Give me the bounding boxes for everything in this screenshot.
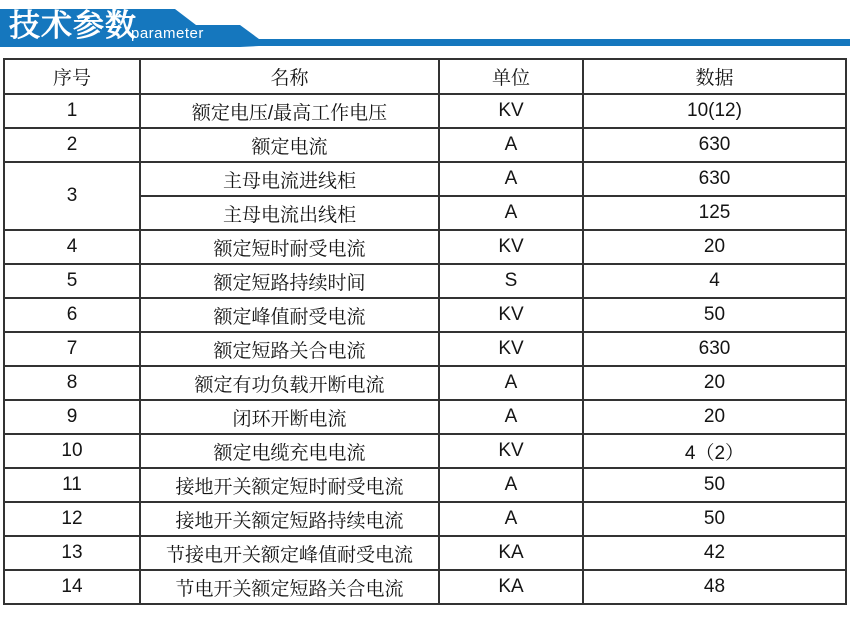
- unit-cell: A: [439, 468, 583, 502]
- name-cell: 主母电流出线柜: [140, 196, 439, 230]
- table-row: [4, 128, 846, 162]
- name-cell: 额定短路持续时间: [140, 264, 439, 298]
- name-cell: 额定峰值耐受电流: [140, 298, 439, 332]
- table-row: [4, 264, 846, 298]
- unit-cell: A: [439, 128, 583, 162]
- value-cell: 10(12): [583, 94, 846, 128]
- unit-cell: KV: [439, 94, 583, 128]
- table-row: [4, 468, 846, 502]
- page-title: 技术参数: [9, 8, 137, 43]
- name-cell: 接地开关额定短路持续电流: [140, 502, 439, 536]
- unit-cell: KV: [439, 230, 583, 264]
- table-row: [4, 230, 846, 264]
- unit-cell: KV: [439, 332, 583, 366]
- value-cell: 20: [583, 400, 846, 434]
- value-cell: 20: [583, 230, 846, 264]
- table-body: [4, 94, 846, 604]
- header-name: 名称: [140, 59, 439, 94]
- table-row: [4, 162, 846, 196]
- name-cell: 额定电流: [140, 128, 439, 162]
- value-cell: 50: [583, 502, 846, 536]
- name-cell: 额定电压/最高工作电压: [140, 94, 439, 128]
- value-cell: 630: [583, 162, 846, 196]
- value-cell: 42: [583, 536, 846, 570]
- serial-cell: 8: [4, 366, 140, 400]
- name-cell: 闭环开断电流: [140, 400, 439, 434]
- serial-cell: 11: [4, 468, 140, 502]
- table-row: [4, 94, 846, 128]
- unit-cell: KV: [439, 434, 583, 468]
- serial-cell: 1: [4, 94, 140, 128]
- table-row: [4, 298, 846, 332]
- serial-cell: 14: [4, 570, 140, 604]
- serial-cell: 13: [4, 536, 140, 570]
- serial-cell: 2: [4, 128, 140, 162]
- name-cell: 额定短路关合电流: [140, 332, 439, 366]
- value-cell: 125: [583, 196, 846, 230]
- name-cell: 额定有功负载开断电流: [140, 366, 439, 400]
- header-unit: 单位: [439, 59, 583, 94]
- unit-cell: KV: [439, 298, 583, 332]
- value-cell: 4: [583, 264, 846, 298]
- unit-cell: KA: [439, 536, 583, 570]
- value-cell: 50: [583, 468, 846, 502]
- header-value: 数据: [583, 59, 846, 94]
- table-row: [4, 366, 846, 400]
- serial-cell: 5: [4, 264, 140, 298]
- unit-cell: A: [439, 162, 583, 196]
- table-row: [4, 502, 846, 536]
- value-cell: 48: [583, 570, 846, 604]
- name-cell: 节接电开关额定峰值耐受电流: [140, 536, 439, 570]
- value-cell: 630: [583, 332, 846, 366]
- value-cell: 50: [583, 298, 846, 332]
- unit-cell: KA: [439, 570, 583, 604]
- serial-cell: 7: [4, 332, 140, 366]
- parameter-table: [3, 58, 847, 605]
- table-row: [4, 536, 846, 570]
- unit-cell: A: [439, 366, 583, 400]
- value-cell: 20: [583, 366, 846, 400]
- serial-cell: 6: [4, 298, 140, 332]
- name-cell: 额定短时耐受电流: [140, 230, 439, 264]
- serial-cell: 9: [4, 400, 140, 434]
- serial-cell: 3: [4, 162, 140, 230]
- name-cell: 接地开关额定短时耐受电流: [140, 468, 439, 502]
- name-cell: 主母电流进线柜: [140, 162, 439, 196]
- table-row: [4, 332, 846, 366]
- value-cell: 630: [583, 128, 846, 162]
- unit-cell: A: [439, 502, 583, 536]
- unit-cell: S: [439, 264, 583, 298]
- table-row: [4, 570, 846, 604]
- page-subtitle: parameter: [131, 25, 204, 42]
- unit-cell: A: [439, 400, 583, 434]
- table-header-row: [4, 59, 846, 94]
- table-row: [4, 434, 846, 468]
- title-banner: [0, 0, 850, 50]
- table-row: [4, 400, 846, 434]
- header-serial: 序号: [4, 59, 140, 94]
- serial-cell: 10: [4, 434, 140, 468]
- name-cell: 节电开关额定短路关合电流: [140, 570, 439, 604]
- name-cell: 额定电缆充电电流: [140, 434, 439, 468]
- value-cell: 4（2）: [583, 434, 846, 468]
- unit-cell: A: [439, 196, 583, 230]
- serial-cell: 12: [4, 502, 140, 536]
- serial-cell: 4: [4, 230, 140, 264]
